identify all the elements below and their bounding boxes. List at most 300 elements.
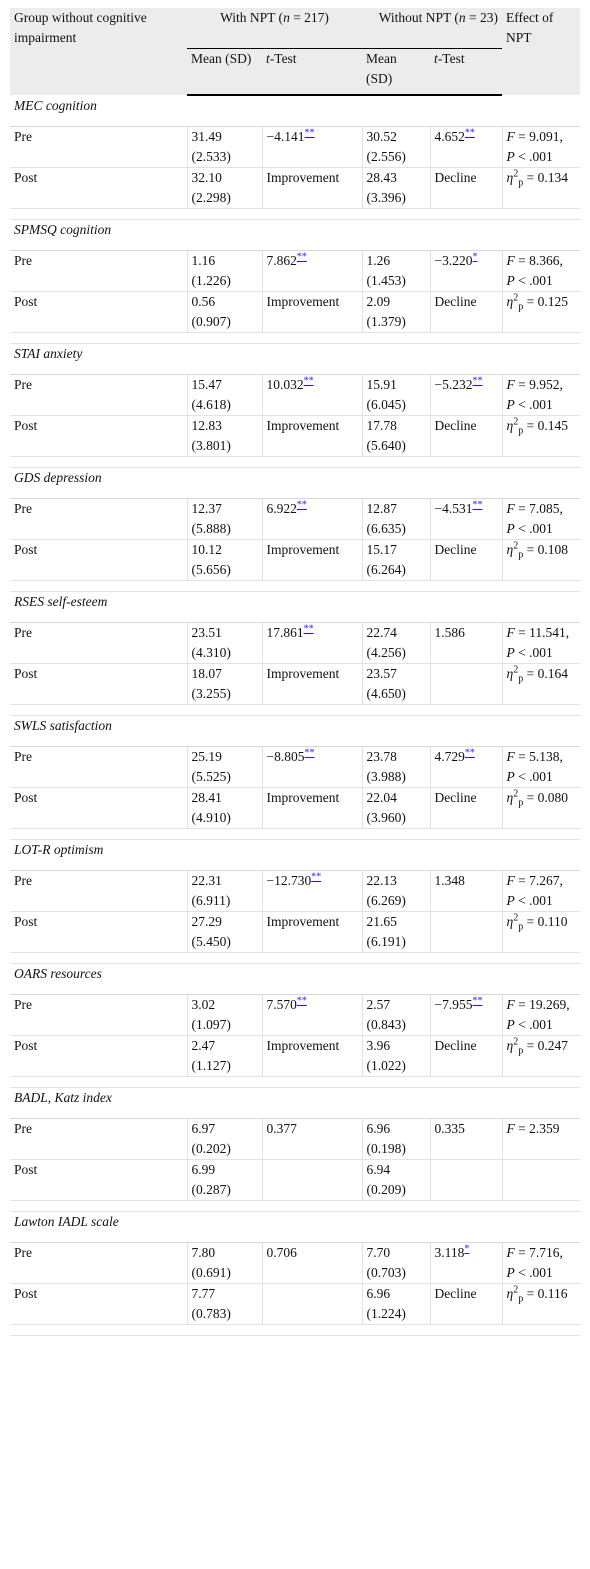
with-ttest-cell [262,416,362,457]
with-mean-cell [187,1160,262,1201]
without-mean-value: 12.87 [366,501,397,516]
without-ttest-cell [430,1284,502,1325]
without-sd-value: (5.640) [366,438,406,453]
without-npt-n-value: = 23) [465,10,499,25]
effect-cell [502,416,580,457]
with-ttest-rest: -Test [269,51,297,66]
eta-symbol: η [506,790,514,805]
with-mean-cell [187,788,262,829]
table-body [10,95,580,1336]
effect-p-symbol: P [506,273,515,288]
timepoint-cell [10,416,187,457]
eta-sub-text: p [518,1293,524,1305]
effect-stat-value: = 11.541, [514,625,570,640]
effect-stat-symbol: F [506,1245,515,1260]
with-sd-value: (4.310) [191,645,231,660]
effect-stat-symbol: F [506,253,515,268]
with-ttest-value: 10.032 [266,377,304,392]
without-mean-value: 22.74 [366,625,397,640]
with-significance-mark: ** [296,251,307,263]
with-ttest-cell [262,1284,362,1325]
with-sd-value: (1.097) [191,1017,231,1032]
section-title: RSES self-esteem [14,594,108,609]
with-mean-cell [187,995,262,1036]
table-row [10,1036,580,1077]
without-sd-value: (0.843) [366,1017,406,1032]
section-row [10,220,580,251]
timepoint-label: Pre [14,129,32,144]
without-mean-cell [362,1243,430,1284]
eta-sub-text: p [518,1045,524,1057]
with-mean-value: 3.02 [191,997,216,1012]
with-mean-value: 6.97 [191,1121,216,1136]
effect-cell [502,995,580,1036]
without-ttest-cell [430,912,502,953]
eta-symbol: η [506,1038,514,1053]
with-ttest-value: Improvement [266,790,340,805]
effect-cell [502,664,580,705]
section-title-cell [10,1212,580,1243]
with-ttest-cell [262,664,362,705]
with-significance-mark: ** [303,375,314,387]
with-ttest-cell [262,499,362,540]
effect-cell [502,623,580,664]
section-spacer [10,1077,580,1088]
with-ttest-value: −4.141 [266,129,305,144]
with-sd-value: (2.533) [191,149,231,164]
section-title-cell [10,95,580,127]
section-spacer [10,457,580,468]
without-npt-n-symbol: n [458,10,466,25]
without-ttest-value: Decline [434,1286,477,1301]
with-sd-value: (1.226) [191,273,231,288]
without-ttest-value: −3.220 [434,253,473,268]
section-row [10,716,580,747]
section-row [10,1088,580,1119]
with-sd-value: (5.450) [191,934,231,949]
with-ttest-cell [262,1119,362,1160]
without-sd-value: (3.960) [366,810,406,825]
without-sd-value: (1.453) [366,273,406,288]
spacer-cell [10,333,580,344]
effect-p-symbol: P [506,893,515,908]
timepoint-label: Post [14,170,38,185]
section-row [10,468,580,499]
effect-stat-symbol: F [506,501,515,516]
with-significance-mark: ** [303,623,314,635]
without-sd-value: (6.635) [366,521,406,536]
effect-cell [502,540,580,581]
without-ttest-value: Decline [434,418,477,433]
section-title: BADL, Katz index [14,1090,112,1105]
with-npt-header [187,8,362,49]
with-ttest-t: t [266,51,270,66]
table-row [10,416,580,457]
section-title-cell [10,1088,580,1119]
with-ttest-cell [262,292,362,333]
table-row [10,1160,580,1201]
spacer-cell [10,209,580,220]
effect-cell [502,251,580,292]
with-significance-mark: ** [311,871,322,883]
effect-stat-value: = 9.952, [514,377,563,392]
without-sd-value: (6.045) [366,397,406,412]
timepoint-cell [10,788,187,829]
without-mean-value: 15.17 [366,542,397,557]
without-mean-cell [362,747,430,788]
with-sd-value: (5.525) [191,769,231,784]
timepoint-label: Pre [14,377,32,392]
with-ttest-value: Improvement [266,294,340,309]
effect-stat-value: = 7.085, [514,501,563,516]
timepoint-cell [10,1160,187,1201]
eta-value: = 0.145 [523,418,568,433]
without-mean-value: 7.70 [366,1245,391,1260]
without-ttest-value: 1.586 [434,625,465,640]
timepoint-label: Post [14,1038,38,1053]
effect-cell [502,1119,580,1160]
without-sd-value: (3.396) [366,190,406,205]
without-mean-value: 30.52 [366,129,397,144]
timepoint-label: Post [14,790,38,805]
without-sd-value: (1.379) [366,314,406,329]
with-ttest-value: Improvement [266,418,340,433]
without-mean-value: 2.09 [366,294,391,309]
effect-cell [502,1284,580,1325]
with-ttest-cell [262,1036,362,1077]
eta-symbol: η [506,418,514,433]
section-title-cell [10,840,580,871]
spacer-cell [10,581,580,592]
with-sd-value: (0.202) [191,1141,231,1156]
with-mean-cell [187,540,262,581]
with-sd-value: (0.907) [191,314,231,329]
section-row [10,344,580,375]
without-mean-cell [362,1284,430,1325]
without-mean-cell [362,1160,430,1201]
without-sd-value: (6.264) [366,562,406,577]
spacer-cell [10,705,580,716]
section-row [10,840,580,871]
with-sd-value: (4.618) [191,397,231,412]
with-ttest-cell [262,540,362,581]
with-sd-value: (2.298) [191,190,231,205]
without-mean-cell [362,251,430,292]
without-mean-cell [362,292,430,333]
without-ttest-value: Decline [434,1038,477,1053]
effect-stat-value: = 7.716, [514,1245,563,1260]
with-mean-header-text: Mean (SD) [191,51,252,66]
without-ttest-rest: -Test [437,51,465,66]
effect-p-value: < .001 [514,1265,553,1280]
effect-stat-value: = 19.269, [514,997,570,1012]
eta-sup-text: 2 [513,912,519,924]
effect-p-symbol: P [506,769,515,784]
with-ttest-value: 7.570 [266,997,297,1012]
without-mean-value: 21.65 [366,914,397,929]
effect-stat-symbol: F [506,873,515,888]
effect-stat-symbol: F [506,749,515,764]
effect-header [502,8,580,95]
without-sd-value: (6.269) [366,893,406,908]
effect-p-value: < .001 [514,149,553,164]
table-row [10,1284,580,1325]
with-mean-header [187,49,262,96]
table-row [10,499,580,540]
with-ttest-cell [262,251,362,292]
without-ttest-value: −5.232 [434,377,473,392]
eta-sub-text: p [518,301,524,313]
timepoint-cell [10,747,187,788]
eta-sup-text: 2 [513,788,519,800]
section-title: SWLS satisfaction [14,718,112,733]
with-sd-value: (5.656) [191,562,231,577]
without-mean-cell [362,912,430,953]
effect-stat-symbol: F [506,1121,515,1136]
without-ttest-cell [430,1036,502,1077]
eta-value: = 0.116 [523,1286,568,1301]
with-mean-cell [187,499,262,540]
without-ttest-cell [430,788,502,829]
section-title: Lawton IADL scale [14,1214,119,1229]
section-title: SPMSQ cognition [14,222,112,237]
table-row [10,1119,580,1160]
without-sd-value: (4.256) [366,645,406,660]
section-title: OARS resources [14,966,102,981]
with-ttest-cell [262,127,362,168]
section-spacer [10,953,580,964]
without-mean-cell [362,540,430,581]
eta-sup-text: 2 [513,664,519,676]
eta-sup-text: 2 [513,1036,519,1048]
timepoint-label: Pre [14,997,32,1012]
timepoint-label: Post [14,1286,38,1301]
with-mean-value: 25.19 [191,749,222,764]
section-title-cell [10,468,580,499]
section-row [10,592,580,623]
without-ttest-cell [430,168,502,209]
without-mean-cell [362,1119,430,1160]
eta-symbol: η [506,914,514,929]
without-significance-mark: ** [472,499,483,511]
without-significance-mark: ** [464,127,475,139]
without-significance-mark: * [464,1243,470,1255]
section-title: MEC cognition [14,98,97,113]
with-sd-value: (5.888) [191,521,231,536]
with-ttest-cell [262,995,362,1036]
without-significance-mark: ** [472,375,483,387]
without-mean-value: 2.57 [366,997,391,1012]
with-ttest-cell [262,747,362,788]
eta-value: = 0.134 [523,170,568,185]
without-ttest-cell [430,499,502,540]
without-sd-value: (3.988) [366,769,406,784]
with-ttest-value: 0.377 [266,1121,297,1136]
effect-p-symbol: P [506,645,515,660]
effect-cell [502,1036,580,1077]
with-mean-value: 23.51 [191,625,222,640]
eta-symbol: η [506,666,514,681]
eta-sup-text: 2 [513,168,519,180]
effect-p-value: < .001 [514,273,553,288]
with-ttest-cell [262,871,362,912]
with-mean-cell [187,664,262,705]
with-mean-cell [187,127,262,168]
without-sd-value: (6.191) [366,934,406,949]
timepoint-cell [10,127,187,168]
without-ttest-cell [430,1160,502,1201]
timepoint-label: Post [14,666,38,681]
eta-sub-text: p [518,177,524,189]
eta-sup-text: 2 [513,292,519,304]
with-significance-mark: ** [304,127,315,139]
effect-stat-symbol: F [506,377,515,392]
section-spacer [10,333,580,344]
with-mean-value: 6.99 [191,1162,216,1177]
without-ttest-cell [430,375,502,416]
without-npt-label: Without NPT ( [378,10,459,25]
timepoint-cell [10,1243,187,1284]
without-ttest-value: 0.335 [434,1121,465,1136]
with-significance-mark: ** [296,995,307,1007]
with-sd-value: (0.783) [191,1306,231,1321]
timepoint-label: Post [14,914,38,929]
timepoint-cell [10,499,187,540]
table-row [10,540,580,581]
timepoint-cell [10,871,187,912]
without-ttest-cell [430,416,502,457]
effect-stat-value: = 7.267, [514,873,563,888]
without-ttest-cell [430,1119,502,1160]
without-mean-value: 6.94 [366,1162,391,1177]
without-ttest-value: Decline [434,294,477,309]
with-mean-cell [187,416,262,457]
effect-p-symbol: P [506,1017,515,1032]
without-ttest-value: −7.955 [434,997,473,1012]
timepoint-cell [10,251,187,292]
with-ttest-value: −8.805 [266,749,305,764]
eta-symbol: η [506,294,514,309]
without-significance-mark: ** [472,995,483,1007]
without-mean-header-text: Mean (SD) [366,51,397,86]
with-mean-value: 28.41 [191,790,222,805]
without-ttest-value: 4.652 [434,129,465,144]
effect-cell [502,1243,580,1284]
table-row [10,871,580,912]
section-spacer [10,1201,580,1212]
section-row [10,964,580,995]
table-row [10,168,580,209]
timepoint-cell [10,1284,187,1325]
with-mean-cell [187,747,262,788]
eta-value: = 0.247 [523,1038,568,1053]
table-row [10,375,580,416]
without-mean-value: 6.96 [366,1121,391,1136]
table-row [10,127,580,168]
effect-p-symbol: P [506,149,515,164]
with-ttest-value: 7.862 [266,253,297,268]
without-ttest-value: Decline [434,542,477,557]
effect-cell [502,871,580,912]
without-ttest-header [430,49,502,96]
with-mean-value: 15.47 [191,377,222,392]
without-significance-mark: ** [464,747,475,759]
with-sd-value: (0.287) [191,1182,231,1197]
table-row [10,747,580,788]
with-ttest-cell [262,1160,362,1201]
timepoint-label: Post [14,294,38,309]
with-npt-n-symbol: n [283,10,290,25]
with-ttest-value: Improvement [266,170,340,185]
with-mean-cell [187,292,262,333]
without-ttest-cell [430,127,502,168]
section-title-cell [10,716,580,747]
eta-value: = 0.164 [523,666,568,681]
eta-sub-text: p [518,425,524,437]
effect-p-value: < .001 [514,397,553,412]
effect-stat-symbol: F [506,625,515,640]
effect-cell [502,1160,580,1201]
section-title-cell [10,220,580,251]
section-title-cell [10,964,580,995]
without-ttest-cell [430,664,502,705]
effect-stat-value: = 9.091, [514,129,563,144]
with-mean-cell [187,168,262,209]
eta-sup-text: 2 [513,416,519,428]
with-mean-cell [187,1243,262,1284]
with-ttest-cell [262,168,362,209]
without-ttest-value: 1.348 [434,873,465,888]
without-mean-cell [362,623,430,664]
timepoint-cell [10,540,187,581]
eta-value: = 0.110 [523,914,568,929]
without-mean-header [362,49,430,96]
with-sd-value: (4.910) [191,810,231,825]
without-sd-value: (0.198) [366,1141,406,1156]
eta-symbol: η [506,1286,514,1301]
eta-value: = 0.080 [523,790,568,805]
without-mean-cell [362,375,430,416]
effect-p-value: < .001 [514,521,553,536]
with-mean-cell [187,375,262,416]
without-mean-cell [362,168,430,209]
effect-cell [502,499,580,540]
timepoint-label: Pre [14,253,32,268]
without-mean-cell [362,664,430,705]
without-ttest-cell [430,540,502,581]
table-row [10,912,580,953]
eta-sub-text: p [518,797,524,809]
without-ttest-cell [430,292,502,333]
with-mean-value: 1.16 [191,253,216,268]
without-sd-value: (1.224) [366,1306,406,1321]
timepoint-label: Post [14,1162,38,1177]
eta-value: = 0.125 [523,294,568,309]
timepoint-cell [10,1119,187,1160]
timepoint-label: Pre [14,501,32,516]
with-ttest-value: Improvement [266,666,340,681]
without-ttest-cell [430,251,502,292]
without-mean-value: 15.91 [366,377,397,392]
effect-cell [502,788,580,829]
without-sd-value: (0.703) [366,1265,406,1280]
with-mean-value: 7.80 [191,1245,216,1260]
timepoint-label: Post [14,418,38,433]
without-ttest-value: 4.729 [434,749,465,764]
timepoint-cell [10,664,187,705]
with-ttest-header [262,49,362,96]
table-row [10,995,580,1036]
